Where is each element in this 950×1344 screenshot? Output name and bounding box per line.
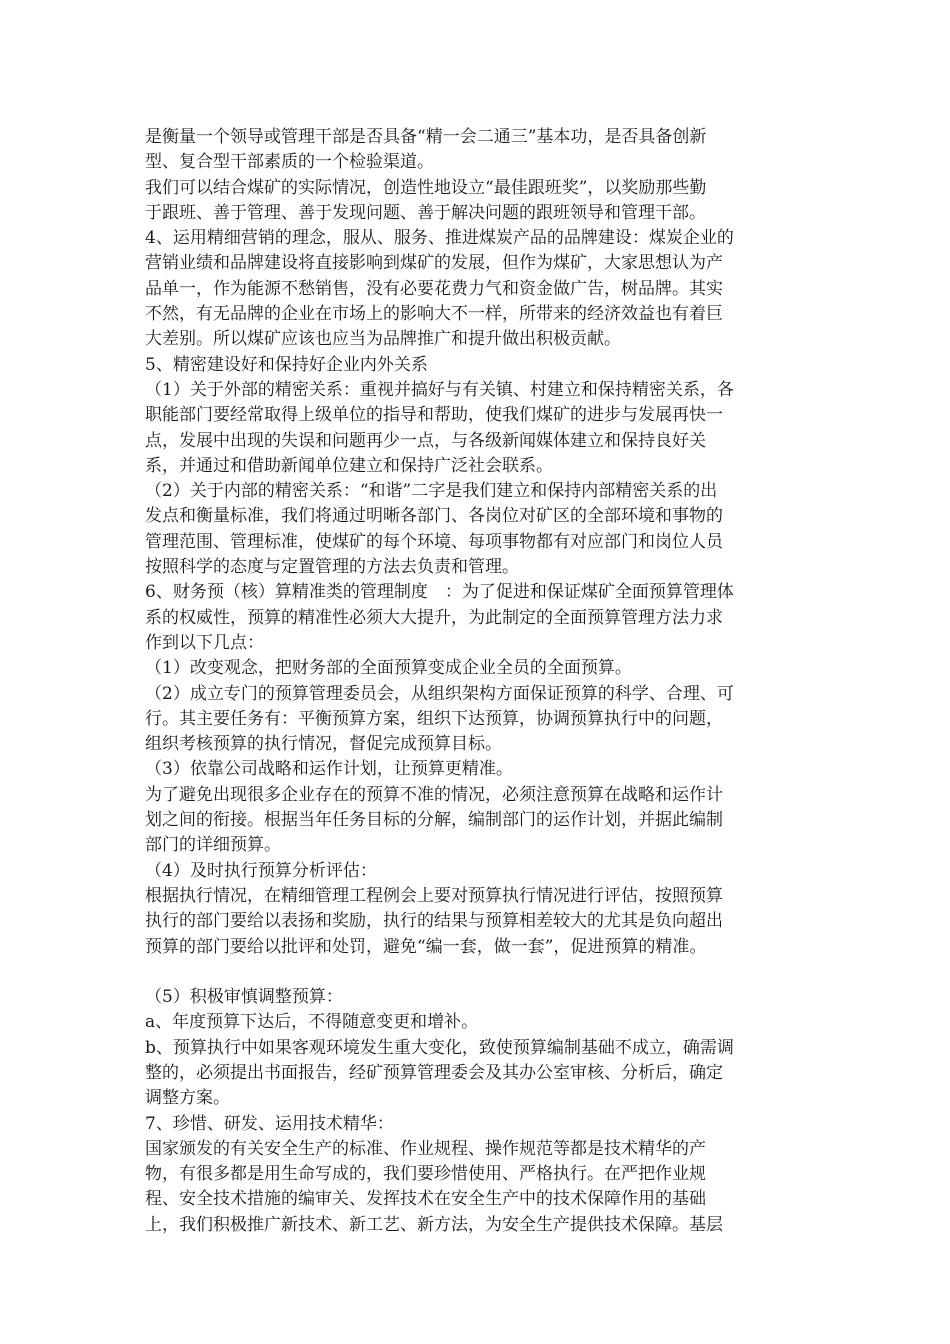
text-line: 按照科学的态度与定置管理的方法去负责和管理。: [145, 557, 519, 578]
text-line: 型、复合型干部素质的一个检验渠道。: [145, 152, 434, 173]
section-heading-4: 4、运用精细营销的理念，服从、服务、推进煤炭产品的品牌建设：煤炭企业的: [145, 228, 734, 249]
text-line: （2）关于内部的精密关系：“和谐”二字是我们建立和保持内部精密关系的出: [145, 481, 718, 502]
text-line: 于跟班、善于管理、善于发现问题、善于解决问题的跟班领导和管理干部。: [145, 202, 706, 223]
text-line: （3）依靠公司战略和运作计划，让预算更精准。: [145, 759, 513, 780]
section-heading-7: 7、珍惜、研发、运用技术精华：: [145, 1113, 394, 1134]
text-line: 品单一，作为能源不愁销售，没有必要花费力气和资金做广告，树品牌。其实: [145, 278, 723, 299]
text-line: 组织考核预算的执行情况，督促完成预算目标。: [145, 734, 502, 755]
text-line: 系的权威性，预算的精准性必须大大提升，为此制定的全面预算管理方法力求: [145, 607, 723, 628]
text-line: 程、安全技术措施的编审关、发挥技术在安全生产中的技术保障作用的基础: [145, 1189, 706, 1210]
text-line: 营销业绩和品牌建设将直接影响到煤矿的发展，但作为煤矿，大家思想认为产: [145, 253, 723, 274]
text-line: 上，我们积极推广新技术、新工艺、新方法，为安全生产提供技术保障。基层: [145, 1214, 723, 1235]
text-line: 是衡量一个领导或管理干部是否具备“精一会二通三”基本功，是否具备创新: [145, 127, 707, 147]
text-line: 部门的详细预算。: [145, 835, 281, 856]
text-line: （1）关于外部的精密关系：重视并搞好与有关镇、村建立和保持精密关系，各: [145, 379, 734, 400]
section-heading-5: 5、精密建设好和保持好企业内外关系: [145, 354, 428, 375]
text-line: 根据执行情况，在精细管理工程例会上要对预算执行情况进行评估，按照预算: [145, 885, 723, 906]
text-line: 划之间的衔接。根据当年任务目标的分解，编制部门的运作计划，并据此编制: [145, 810, 723, 831]
text-line: 整的，必须提出书面报告，经矿预算管理委会及其办公室审核、分析后，确定: [145, 1062, 723, 1083]
text-line: 预算的部门要给以批评和处罚，避免“编一套，做一套”，促进预算的精准。: [145, 936, 707, 957]
text-line: 行。其主要任务有：平衡预算方案，组织下达预算，协调预算执行中的问题，: [145, 708, 723, 729]
text-line: 为了避免出现很多企业存在的预算不准的情况，必须注意预算在战略和运作计: [145, 784, 723, 805]
text-line: a、年度预算下达后，不得随意变更和增补。: [145, 1012, 479, 1033]
section-heading-6: 6、财务预（核）算精准类的管理制度 ：为了促进和保证煤矿全面预算管理体: [145, 582, 734, 603]
text-line: 国家颁发的有关安全生产的标准、作业规程、操作规范等都是技术精华的产: [145, 1138, 706, 1159]
text-line: 系，并通过和借助新闻单位建立和保持广泛社会联系。: [145, 455, 553, 476]
text-line: b、预算执行中如果客观环境发生重大变化，致使预算编制基础不成立，确需调: [145, 1037, 734, 1058]
text-line: 调整方案。: [145, 1088, 230, 1109]
text-line: 发点和衡量标准，我们将通过明晰各部门、各岗位对矿区的全部环境和事物的: [145, 506, 723, 527]
text-line: 管理范围、管理标准，使煤矿的每个环境、每项事物都有对应部门和岗位人员: [145, 531, 723, 552]
text-line: 物，有很多都是用生命写成的，我们要珍惜使用、严格执行。在严把作业规: [145, 1164, 706, 1185]
text-line: 我们可以结合煤矿的实际情况，创造性地设立“最佳跟班奖”，以奖励那些勤: [145, 177, 707, 198]
text-line: 职能部门要经常取得上级单位的指导和帮助，使我们煤矿的进步与发展再快一: [145, 405, 723, 426]
text-line: （4）及时执行预算分析评估：: [145, 860, 377, 881]
text-line: 执行的部门要给以表扬和奖励，执行的结果与预算相差较大的尤其是负向超出: [145, 911, 723, 932]
text-line: （5）积极审慎调整预算：: [145, 987, 343, 1008]
document-body: [145, 125, 809, 1238]
text-line: 大差别。所以煤矿应该也应当为品牌推广和提升做出积极贡献。: [145, 329, 621, 350]
blank-line: [145, 960, 809, 985]
text-line: 作到以下几点：: [145, 632, 264, 653]
text-line: 点，发展中出现的失误和问题再少一点，与各级新闻媒体建立和保持良好关: [145, 430, 706, 451]
text-line: （2）成立专门的预算管理委员会，从组织架构方面保证预算的科学、合理、可: [145, 683, 734, 704]
text-line: 不然，有无品牌的企业在市场上的影响大不一样，所带来的经济效益也有着巨: [145, 304, 723, 325]
text-line: （1）改变观念，把财务部的全面预算变成企业全员的全面预算。: [145, 658, 632, 679]
